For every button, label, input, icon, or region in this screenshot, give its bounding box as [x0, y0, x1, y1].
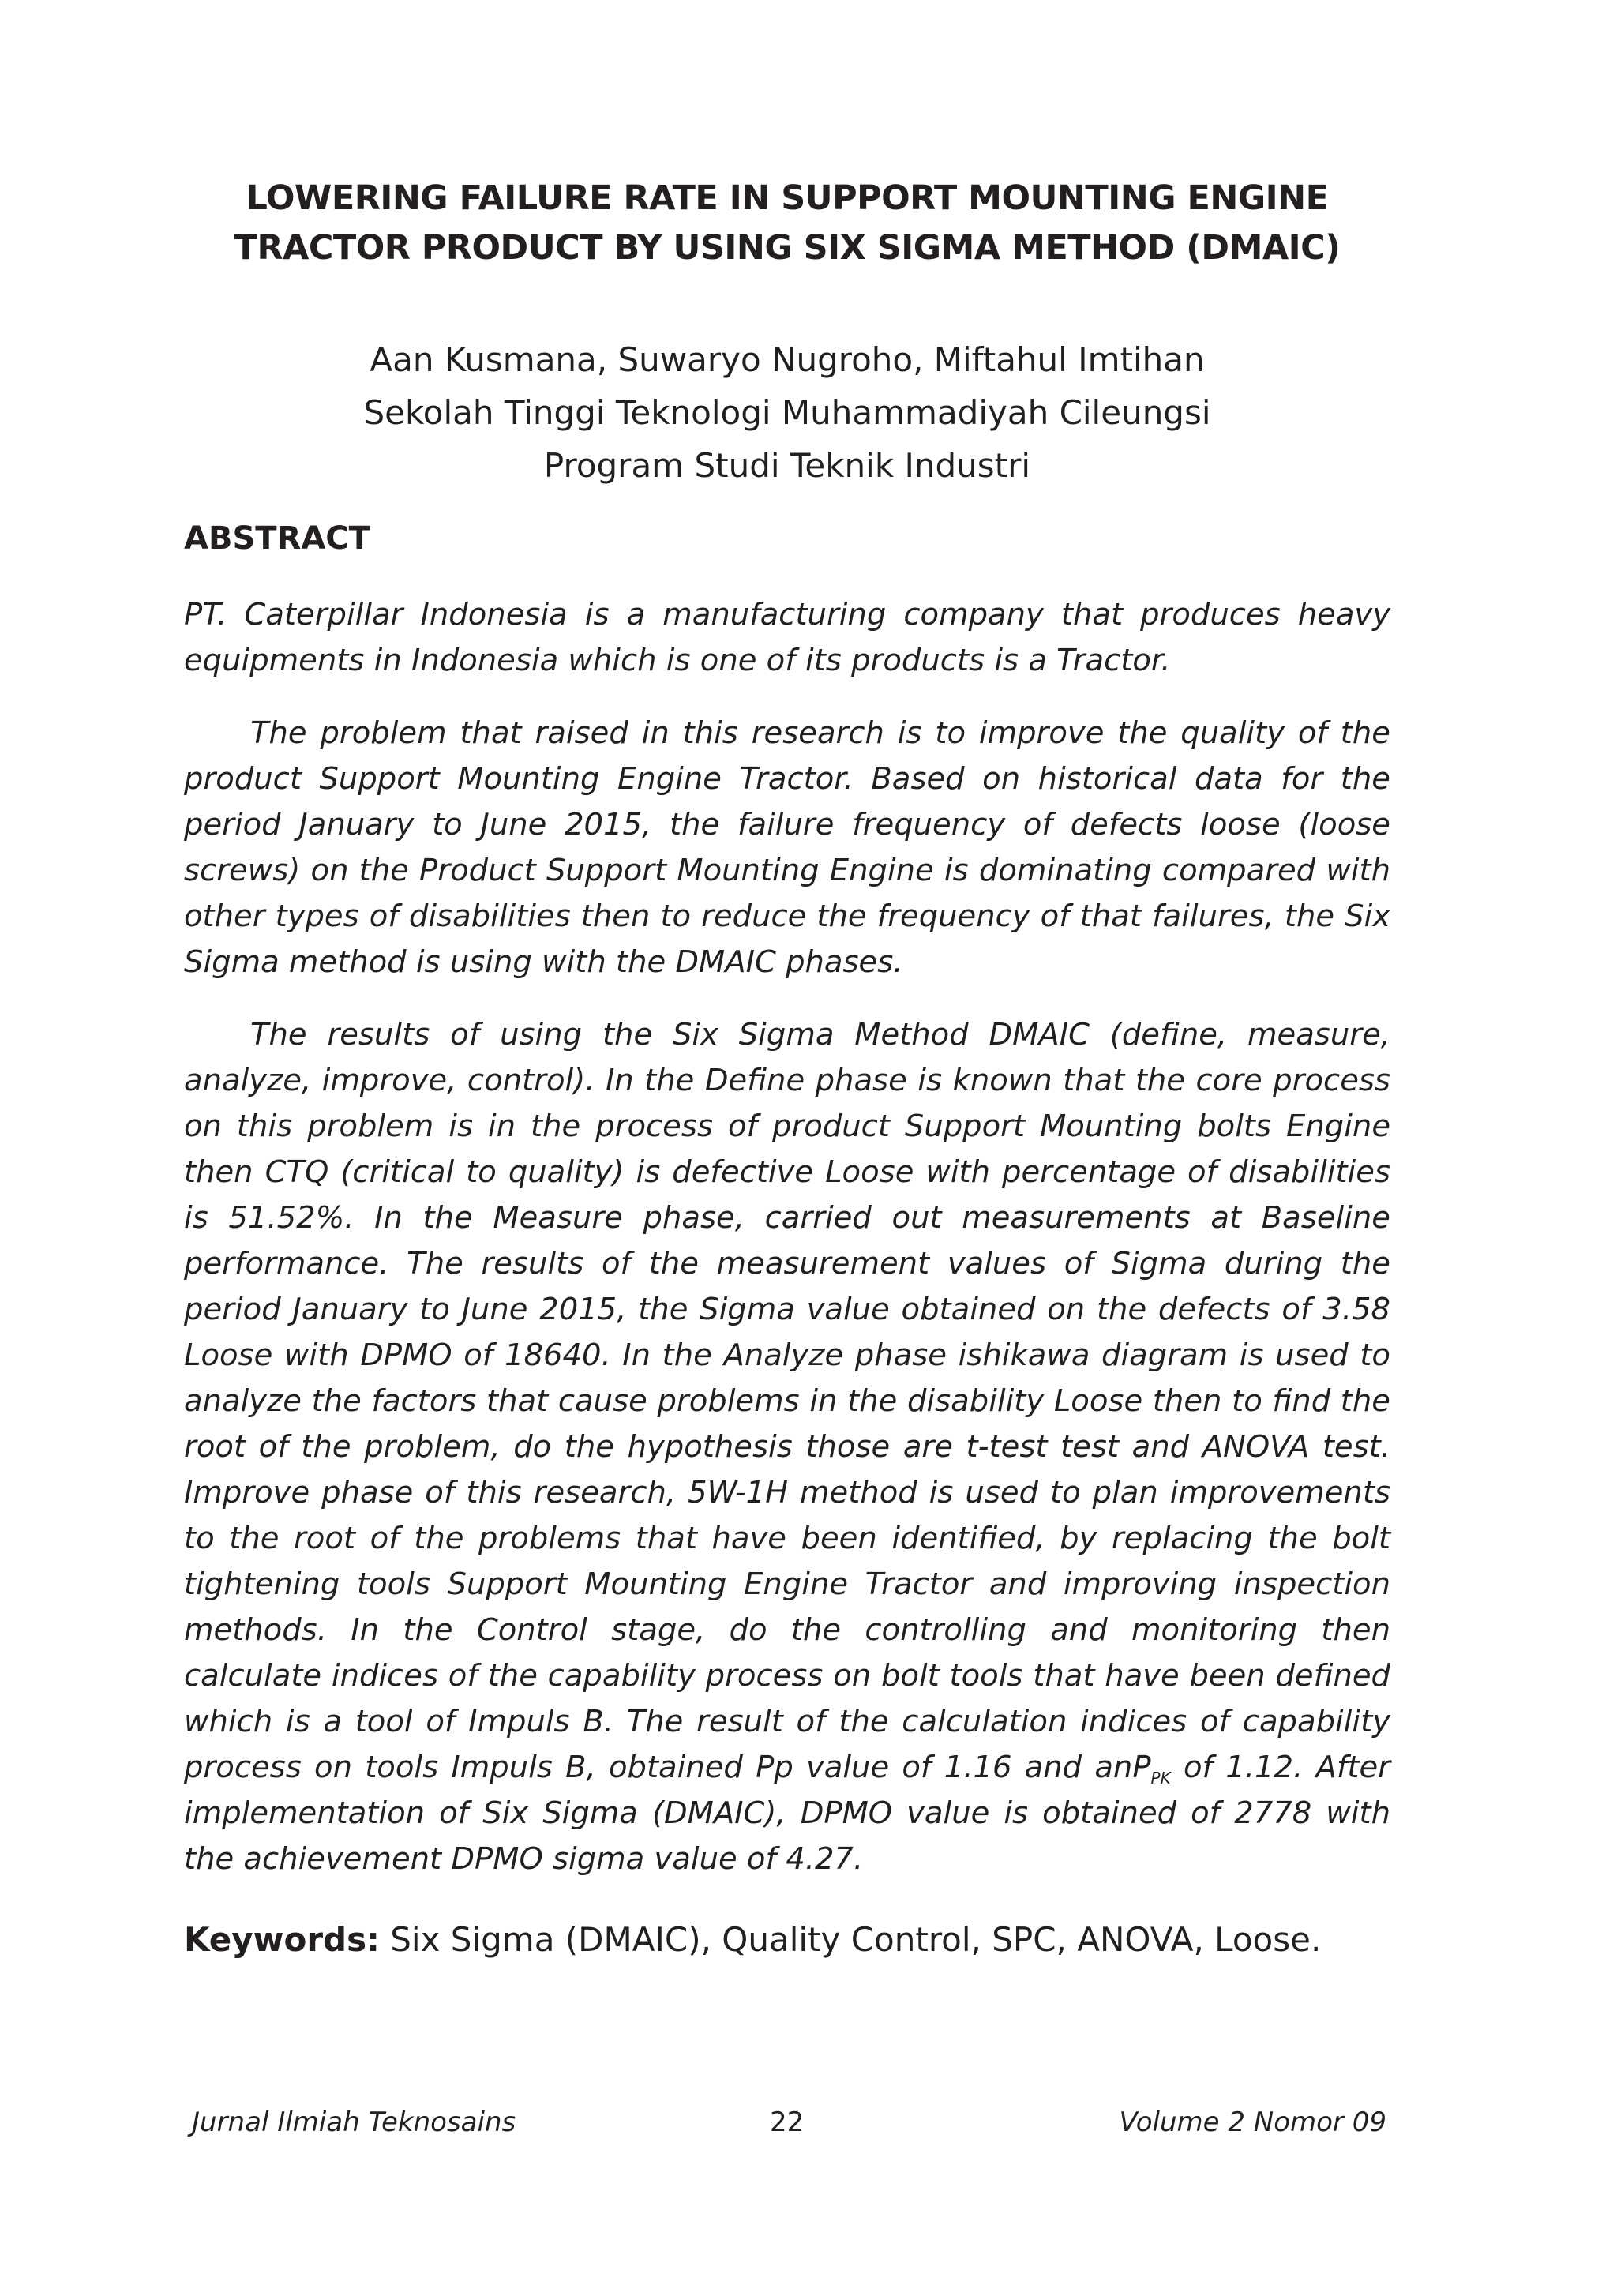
abstract-heading: ABSTRACT [184, 520, 370, 557]
author-institution: Sekolah Tinggi Teknologi Muhammadiyah Cileungsi [363, 393, 1211, 432]
footer-journal-name: Jurnal Ilmiah Teknosains [192, 2107, 516, 2138]
abstract-paragraph-2: The problem that raised in this research is to improve the quality of the product Support Mounting Engine Tractor. Based on historical data for the period January to June 2015, the failure frequency of defects loose (loose screws) on the Product Support Mounting Engine is dominating compared with other types of disabilities then to reduce the frequency of that failures, the Six Sigma method is using with the DMAIC phases. [184, 715, 1390, 980]
abstract-paragraph-3-part-2: of 1.12. After implementation of Six Sigma (DMAIC), DPMO value is obtained of 2778 with the achievement DPMO sigma value of 4.27. [184, 1750, 1390, 1877]
author-names: Aan Kusmana, Suwaryo Nugroho, Miftahul Imtihan [370, 340, 1205, 379]
title-line-1: LOWERING FAILURE RATE IN SUPPORT MOUNTING ENGINE [246, 178, 1329, 218]
abstract-paragraph-3 [184, 1012, 1390, 1882]
author-program: Program Studi Teknik Industri [543, 446, 1031, 485]
keywords-label: Keywords: [184, 1920, 380, 1959]
abstract-paragraph-1: PT. Caterpillar Indonesia is a manufacturing company that produces heavy equipments in Indonesia which is one of its products is a Tractor. [184, 597, 1390, 678]
abstract-body [184, 592, 1390, 1909]
author-block [184, 333, 1390, 492]
footer-page-number: 22 [770, 2107, 805, 2138]
keywords-line [184, 1916, 1390, 1964]
paper-title [184, 174, 1390, 273]
ppk-subscript: PK [1150, 1769, 1171, 1788]
footer-volume: Volume 2 Nomor 09 [1119, 2107, 1386, 2138]
title-line-2: TRACTOR PRODUCT BY USING SIX SIGMA METHOD (DMAIC) [234, 228, 1341, 268]
abstract-paragraph-3-part-1: The results of using the Six Sigma Method DMAIC (define, measure, analyze, improve, control). In the Define phase is known that the core process on this problem is in the process of product Support Mounting bolts Engine then CTQ (critical to quality) is defective Loose with percentage of disabilities is 51.52%. In the Measure phase, carried out measurements at Baseline performance. The results of the measurement values of Sigma during the period January to June 2015, the Sigma value obtained on the defects of 3.58 Loose with DPMO of 18640. In the Analyze phase ishikawa diagram is used to analyze the factors that cause problems in the disability Loose then to find the root of the problem, do the hypothesis those are t-test test and ANOVA test. Improve phase of this research, 5W-1H method is used to plan improvements to the root of the problems that have been identified, by replacing the bolt tightening tools Support Mounting Engine Tractor and improving inspection methods. In the Control stage, do the controlling and monitoring then calculate indices of the capability process on bolt tools that have been defined which is a tool of Impuls B. The result of the calculation indices of capability process on tools Impuls B, obtained Pp value of 1.16 and anP [184, 1017, 1390, 1785]
keywords-text: Six Sigma (DMAIC), Quality Control, SPC, ANOVA, Loose. [379, 1920, 1322, 1959]
